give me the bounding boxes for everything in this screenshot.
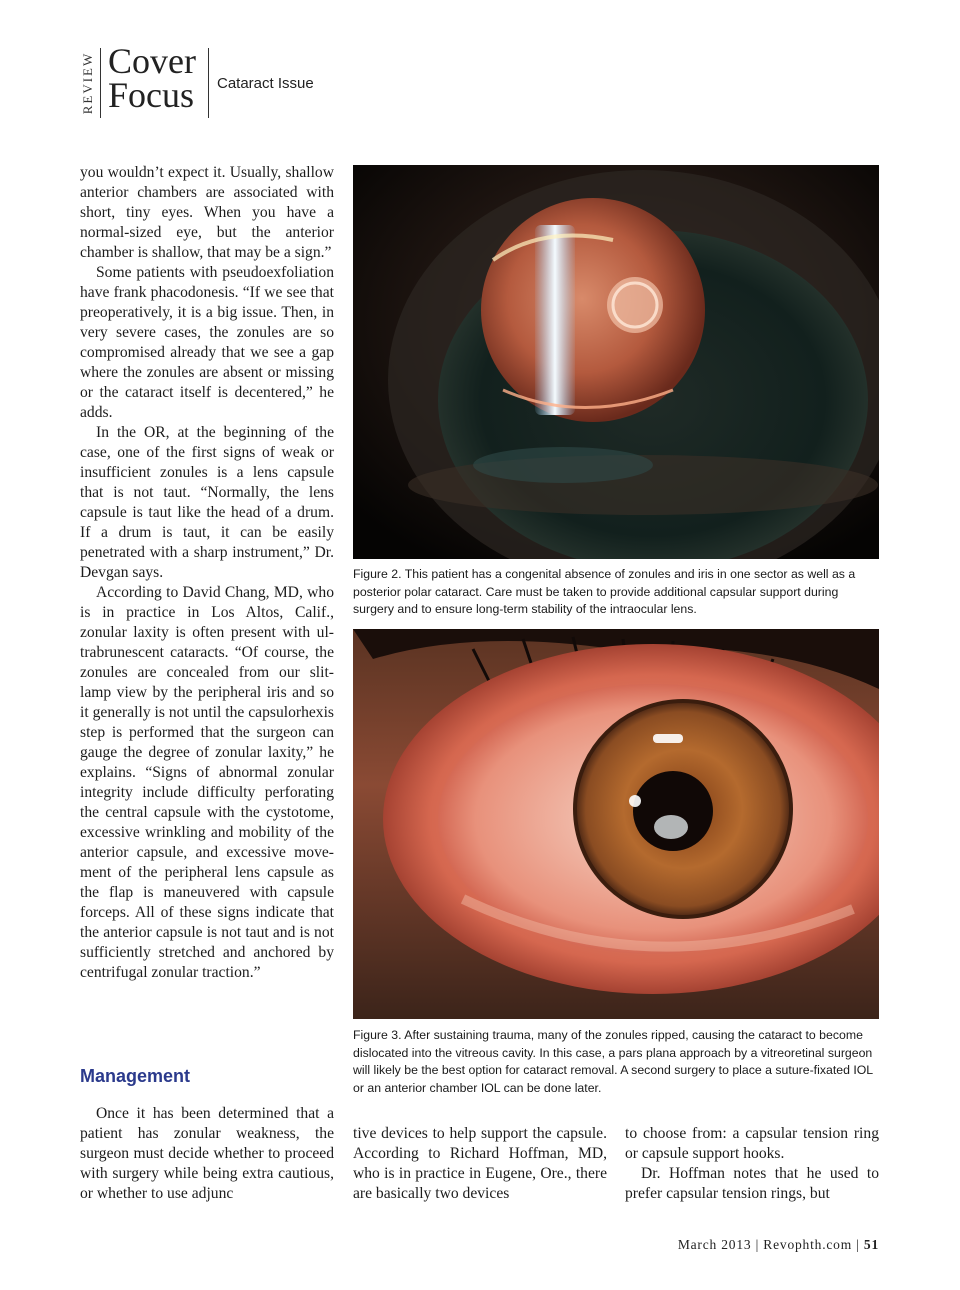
figure-3-caption: Figure 3. After sustaining trauma, many of the zonules ripped, causing the cataract to become dislocated into the vitreous cavity. In this case, a pars plana approach by a vitreoretinal surgeon will likely be the best option for cataract removal. A second surgery to place a suture-fixated IOL or an anterior chamber IOL can be done later. (353, 1028, 873, 1095)
paragraph: Some patients with pseudoexfoliation have frank phacodonesis. “If we see that preoperatively, it is a big issue. Then, in very severe cases, the zonules are so compromised already that we see a gap where the zonules are absent or missing or the cataract itself is decentered,” he adds. (80, 264, 334, 421)
page-footer (678, 1237, 879, 1253)
paragraph: to choose from: a capsular tension ring or capsule support hooks. (625, 1125, 879, 1162)
figure-3-image (353, 629, 879, 1019)
footer-separator: | (856, 1237, 864, 1252)
left-column-text (80, 163, 334, 983)
title-line-1: Cover (108, 41, 196, 81)
figure-2-image (353, 165, 879, 559)
paragraph: Once it has been determined that a patient has zonular weakness, the surgeon must decide whether to proceed with surgery while being extra cautious, or whether to use adjunc (80, 1105, 334, 1202)
slit-lamp-photo (353, 165, 879, 559)
paragraph: According to David Chang, MD, who is in practice in Los Altos, Calif., zonular laxity is often present with ultrabrunescent cataracts. “Of course, the zonules are concealed from our slit-lamp view by the peripheral iris and so it generally is not until the capsulorhexis step is performed that the surgeon can gauge the degree of zonular laxity,” he explains. “Signs of abnormal zonular integrity include difficulty perforating the central capsule with the cystotome, excessive wrinkling and mobility of the anterior capsule, and excessive movement of the peripheral lens capsule as the flap is maneuvered with capsule forceps. All of these signs indicate that the anterior capsule is not taut and is not sufficiently stretched and anchored by centrifugal zonular traction.” (80, 584, 334, 981)
paragraph: In the OR, at the beginning of the case, one of the first signs of weak or insufficient zonules is a lens capsule that is not taut. “Normally, the lens capsule is taut like the head of a drum. If a drum is taut, it can be easily penetrated with a sharp instrument,” Dr. Devgan says. (80, 424, 334, 581)
management-column-3 (625, 1124, 879, 1204)
department-title (108, 41, 196, 115)
header-divider (100, 48, 101, 118)
header-divider (208, 48, 209, 118)
trauma-eye-photo (353, 629, 879, 1019)
title-line-2: Focus (108, 75, 195, 115)
section-heading-management: Management (80, 1066, 191, 1086)
issue-label: Cataract Issue (217, 75, 314, 92)
footer-separator: | (755, 1237, 764, 1252)
management-column-1 (80, 1104, 334, 1204)
section-label: REVIEW (80, 51, 95, 115)
page-number: 51 (863, 1237, 879, 1252)
paragraph: Dr. Hoffman notes that he used to prefer capsular tension rings, but (625, 1165, 879, 1202)
paragraph: tive devices to help support the capsule. According to Richard Hoffman, MD, who is in practice in Eugene, Ore., there are basically two devices (353, 1125, 607, 1202)
figure-2-caption: Figure 2. This patient has a congenital absence of zonules and iris in one sector as well as a posterior polar cataract. Care must be taken to provide additional capsular support during surgery and to ensure long-term stability of the intraocular lens. (353, 567, 856, 616)
footer-site: Revophth.com (763, 1237, 853, 1252)
management-column-2 (353, 1124, 607, 1204)
paragraph: you wouldn’t expect it. Usually, shallow anterior chambers are associated with short, tiny eyes. When you have a normal-sized eye, but the anterior chamber is shallow, that may be a sign.” (80, 164, 334, 261)
footer-date: March 2013 (677, 1237, 752, 1252)
